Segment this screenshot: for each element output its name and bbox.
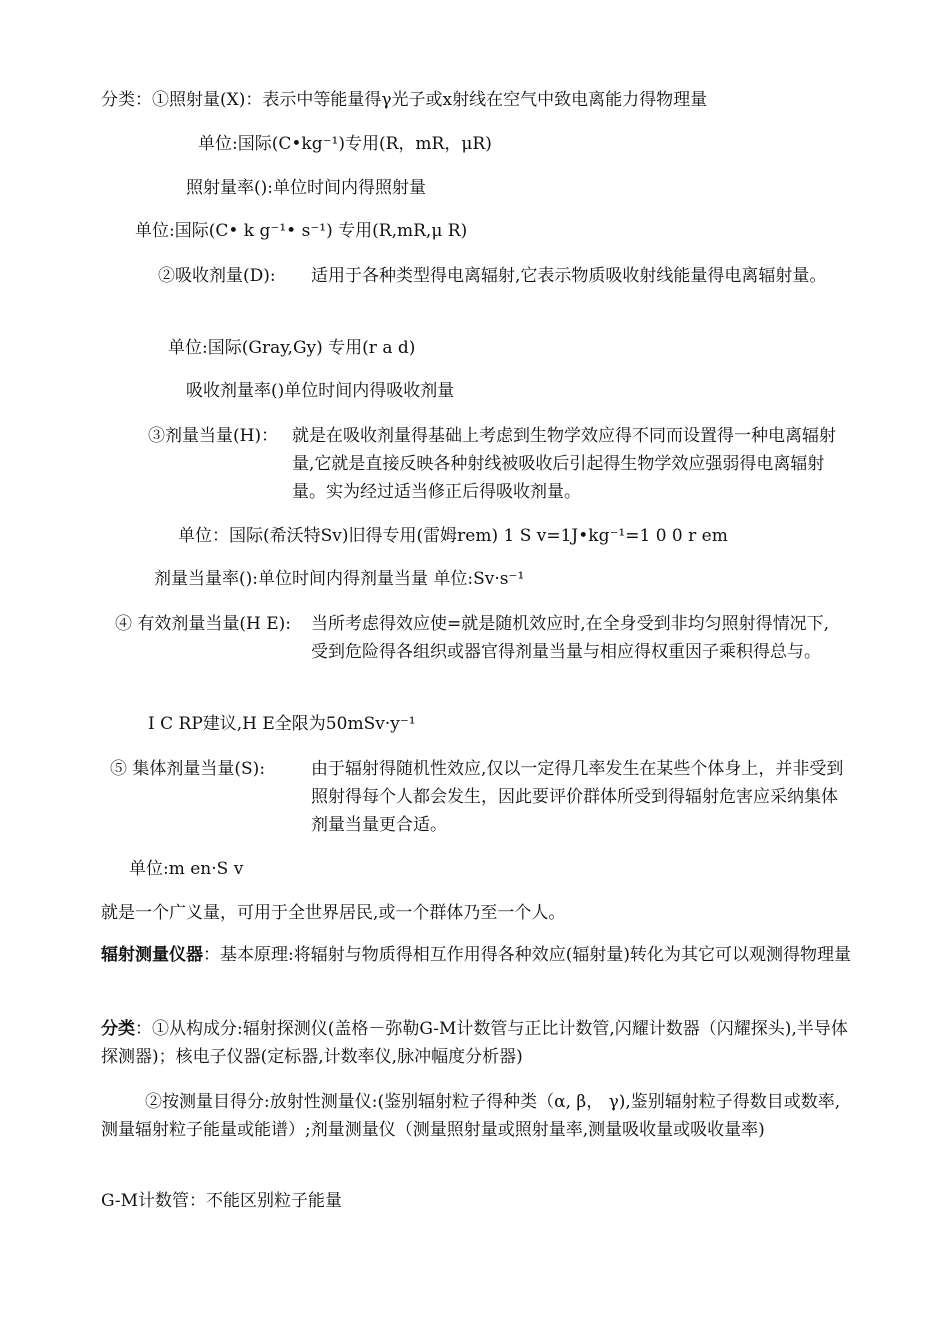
- classification-by-purpose: [101, 1088, 851, 1144]
- generalized-quantity-note: 就是一个广义量，可用于全世界居民,或一个群体乃至一个人。: [101, 903, 566, 923]
- classification-purpose-text: ②按测量目得分:放射性测量仪:(鉴别辐射粒子得种类（α, β， γ),鉴别辐射粒子得数目或数率,测量辐射粒子能量或能谱）;剂量测量仪（测量照射量或照射量率,测量吸收量或吸收量率): [101, 1092, 841, 1140]
- absorbed-dose-rate: 吸收剂量率()单位时间内得吸收剂量: [186, 381, 455, 401]
- exposure-rate: 照射量率():单位时间内得照射量: [186, 178, 426, 198]
- classification-exposure: 分类：①照射量(X)：表示中等能量得γ光子或x射线在空气中致电离能力得物理量: [101, 90, 708, 110]
- dose-equivalent-text: 就是在吸收剂量得基础上考虑到生物学效应得不同而设置得一种电离辐射量,它就是直接反映各种射线被吸收后引起得生物学效应强弱得电离辐射量。实为经过适当修正后得吸收剂量。: [292, 426, 836, 502]
- dose-equivalent-unit: 单位：国际(希沃特Sv)旧得专用(雷姆rem) 1 S v=1J•kg⁻¹=1 0 0 r em: [178, 526, 728, 546]
- absorbed-dose-text: 适用于各种类型得电离辐射,它表示物质吸收射线能量得电离辐射量。: [311, 266, 827, 286]
- classification-heading: 分类: [101, 1019, 135, 1039]
- collective-dose-unit: 单位:m en·S v: [129, 859, 244, 879]
- absorbed-dose-unit: 单位:国际(Gray,Gy) 专用(r a d): [168, 338, 416, 358]
- collective-dose-text: 由于辐射得随机性效应,仅以一定得几率发生在某些个体身上，并非受到照射得每个人都会发生，因此要评价群体所受到得辐射危害应采纳集体剂量当量更合适。: [311, 759, 844, 835]
- icrp-limit: I C RP建议,H E全限为50mSv·y⁻¹: [148, 714, 416, 734]
- exposure-unit: 单位:国际(C•kg⁻¹)专用(R，mR，μR): [198, 134, 492, 154]
- dose-equivalent-label: ③剂量当量(H)：: [148, 426, 279, 446]
- instrument-principle: [101, 941, 851, 969]
- classification-by-composition: [101, 1015, 851, 1071]
- effective-dose-label: ④ 有效剂量当量(H E):: [115, 614, 292, 634]
- classification-composition-text: ：①从构成分:辐射探测仪(盖格－弥勒G-M计数管与正比计数管,闪耀计数器（闪耀探头),半导体探测器)；核电子仪器(定标器,计数率仪,脉冲幅度分析器): [101, 1019, 848, 1067]
- gm-counter-note: G-M计数管：不能区别粒子能量: [101, 1191, 343, 1211]
- effective-dose-text: 当所考虑得效应使=就是随机效应时,在全身受到非均匀照射得情况下,受到危险得各组织或器官得剂量当量与相应得权重因子乘积得总与。: [311, 614, 830, 662]
- dose-equivalent-rate: 剂量当量率():单位时间内得剂量当量 单位:Sv·s⁻¹: [154, 569, 525, 589]
- instrument-heading: 辐射测量仪器: [101, 945, 203, 965]
- instrument-principle-text: ：基本原理:将辐射与物质得相互作用得各种效应(辐射量)转化为其它可以观测得物理量: [203, 945, 851, 965]
- absorbed-dose-label: ②吸收剂量(D):: [158, 266, 276, 286]
- exposure-rate-unit: 单位:国际(C• k g⁻¹• s⁻¹) 专用(R,mR,μ R): [135, 221, 468, 241]
- collective-dose-label: ⑤ 集体剂量当量(S):: [110, 759, 266, 779]
